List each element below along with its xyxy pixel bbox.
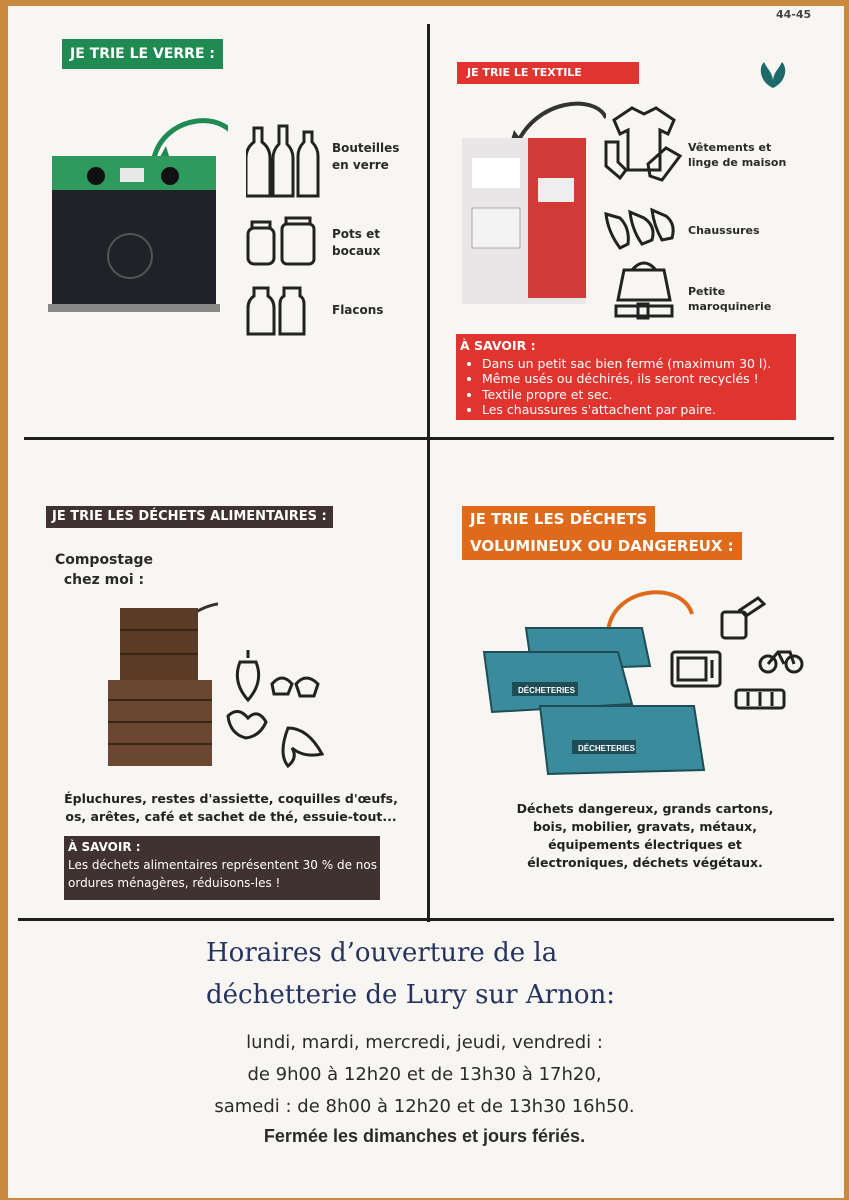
flasks-icon bbox=[246, 286, 308, 336]
horizontal-divider-bottom bbox=[18, 918, 834, 921]
food-info-box bbox=[64, 836, 380, 900]
textile-item-shoes: Chaussures bbox=[688, 224, 760, 237]
textile-title: JE TRIE LE TEXTILE bbox=[457, 62, 639, 84]
hours-title-line1: Horaires d’ouverture de la bbox=[206, 938, 558, 968]
glass-container-illustration bbox=[48, 106, 228, 316]
glass-title: JE TRIE LE VERRE : bbox=[62, 39, 223, 69]
hours-weekday-times: de 9h00 à 12h20 et de 13h30 à 17h20, bbox=[247, 1064, 602, 1085]
microwave-icon bbox=[670, 650, 722, 690]
bulky-title-line1: JE TRIE LES DÉCHETS bbox=[462, 506, 655, 532]
vertical-divider bbox=[427, 24, 430, 922]
food-caption: Épluchures, restes d'assiette, coquilles d'œufs, os, arêtes, café et sachet de thé, essuie-tout... bbox=[64, 791, 398, 824]
hours-weekdays: lundi, mardi, mercredi, jeudi, vendredi : bbox=[246, 1032, 603, 1053]
textile-info-list bbox=[460, 356, 796, 418]
glass-item-flasks: Flacons bbox=[332, 303, 384, 317]
page-number: 44-45 bbox=[776, 8, 812, 21]
bottles-icon bbox=[246, 124, 320, 200]
jars-icon bbox=[246, 216, 318, 268]
bicycle-icon bbox=[758, 642, 804, 674]
paint-can-icon bbox=[718, 596, 766, 642]
list-item: • Les chaussures s'attachent par paire. bbox=[482, 402, 796, 418]
bulky-title bbox=[462, 506, 780, 560]
food-title: JE TRIE LES DÉCHETS ALIMENTAIRES : bbox=[46, 506, 333, 528]
list-item: • Dans un petit sac bien fermé (maximum 30 l). bbox=[482, 356, 796, 372]
bulky-caption: Déchets dangereux, grands cartons, bois, mobilier, gravats, métaux, équipements électriques et électroniques, déchets végétaux. bbox=[516, 801, 774, 870]
hours-saturday: samedi : de 8h00 à 12h20 et de 13h30 16h50. bbox=[214, 1096, 635, 1117]
textile-container-illustration bbox=[456, 98, 606, 310]
list-item: • Textile propre et sec. bbox=[482, 387, 796, 403]
food-subtitle: Compostage chez moi : bbox=[54, 552, 154, 588]
hours-title-line2: déchetterie de Lury sur Arnon: bbox=[206, 980, 615, 1010]
textile-item-leather-goods: Petite maroquinerie bbox=[688, 285, 772, 313]
food-scraps-icon bbox=[222, 648, 340, 768]
mattress-icon bbox=[734, 684, 786, 714]
clothes-icon bbox=[604, 102, 684, 184]
textile-item-clothes: Vêtements et linge de maison bbox=[688, 141, 787, 169]
glass-item-bottles: Bouteilles en verre bbox=[332, 141, 400, 172]
dumpster-label-1: DÉCHETERIES bbox=[518, 686, 575, 695]
handbag-belt-icon bbox=[614, 254, 674, 320]
shoes-icon bbox=[602, 204, 676, 252]
textile-info-title: À SAVOIR : bbox=[460, 338, 536, 353]
dumpster-label-2: DÉCHETERIES bbox=[578, 744, 635, 753]
food-info-text: Les déchets alimentaires représentent 30 % de nos ordures ménagères, réduisons-les ! bbox=[68, 858, 377, 890]
compost-bin-illustration bbox=[108, 600, 218, 768]
glass-item-jars: Pots et bocaux bbox=[332, 227, 381, 258]
bulky-title-line2: VOLUMINEUX OU DANGEREUX : bbox=[462, 532, 742, 560]
hours-closed: Fermée les dimanches et jours fériés. bbox=[263, 1126, 586, 1146]
food-info-title: À SAVOIR : bbox=[68, 840, 141, 854]
leaf-logo-icon bbox=[756, 58, 790, 94]
textile-info-box bbox=[456, 334, 796, 420]
list-item: • Même usés ou déchirés, ils seront recyclés ! bbox=[482, 371, 796, 387]
horizontal-divider-top bbox=[24, 437, 834, 440]
